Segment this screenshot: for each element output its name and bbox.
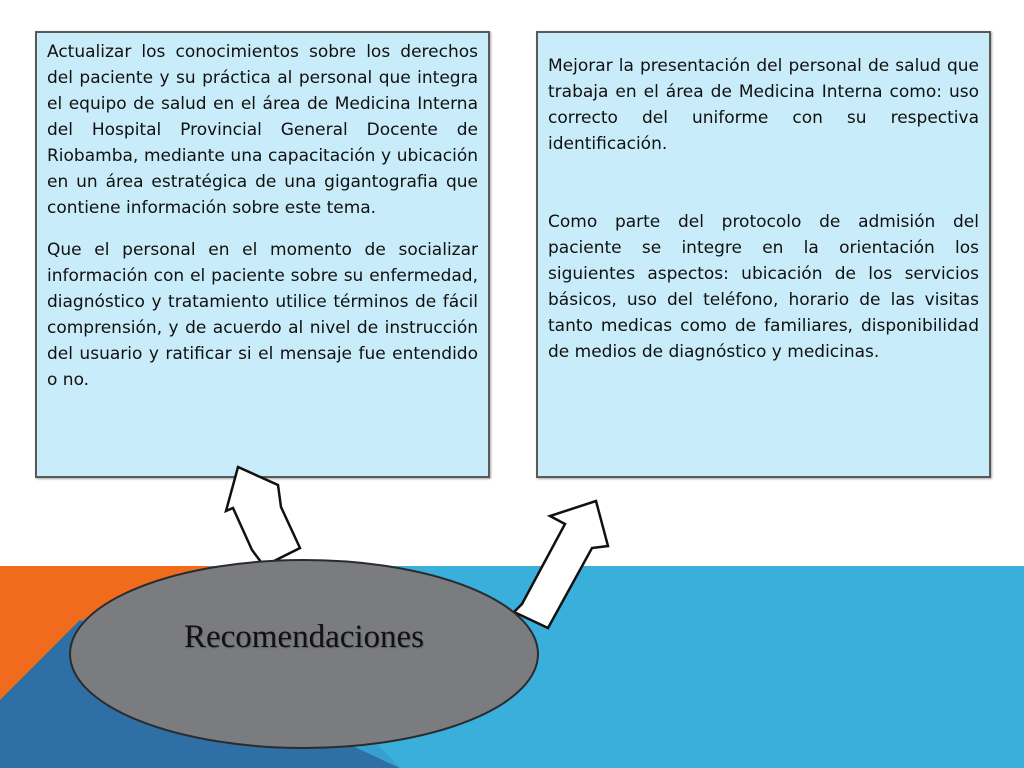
- right-paragraph-1: Mejorar la presentación del personal de salud que trabaja en el área de Medicina Interna como: uso correcto del uniforme con su respectiva identificación.: [548, 56, 979, 154]
- left-paragraph-1: Actualizar los conocimientos sobre los derechos del paciente y su práctica al personal que integra el equipo de salud en el área de Medicina Interna del Hospital Provincial General Docente de Riobamba, mediante una capacitación y ubicación en un área estratégica de una gigantografia que contiene información sobre este tema.: [47, 42, 478, 218]
- arrow-to-right-box: [514, 501, 608, 628]
- center-label: Recomendaciones: [183, 619, 425, 655]
- right-paragraph-2: Como parte del protocolo de admisión del paciente se integre en la orientación los siguientes aspectos: ubicación de los servicios básicos, uso del teléfono, horario de las visitas tanto medicas como de familiares, disponibilidad de medios de diagnóstico y medicinas.: [548, 212, 979, 362]
- left-paragraph-2: Que el personal en el momento de socializar información con el paciente sobre su enfermedad, diagnóstico y tratamiento utilice términos de fácil comprensión, y de acuerdo al nivel de instrucción del usuario y ratificar si el mensaje fue entendido o no.: [47, 240, 478, 390]
- arrow-to-left-box: [226, 467, 300, 566]
